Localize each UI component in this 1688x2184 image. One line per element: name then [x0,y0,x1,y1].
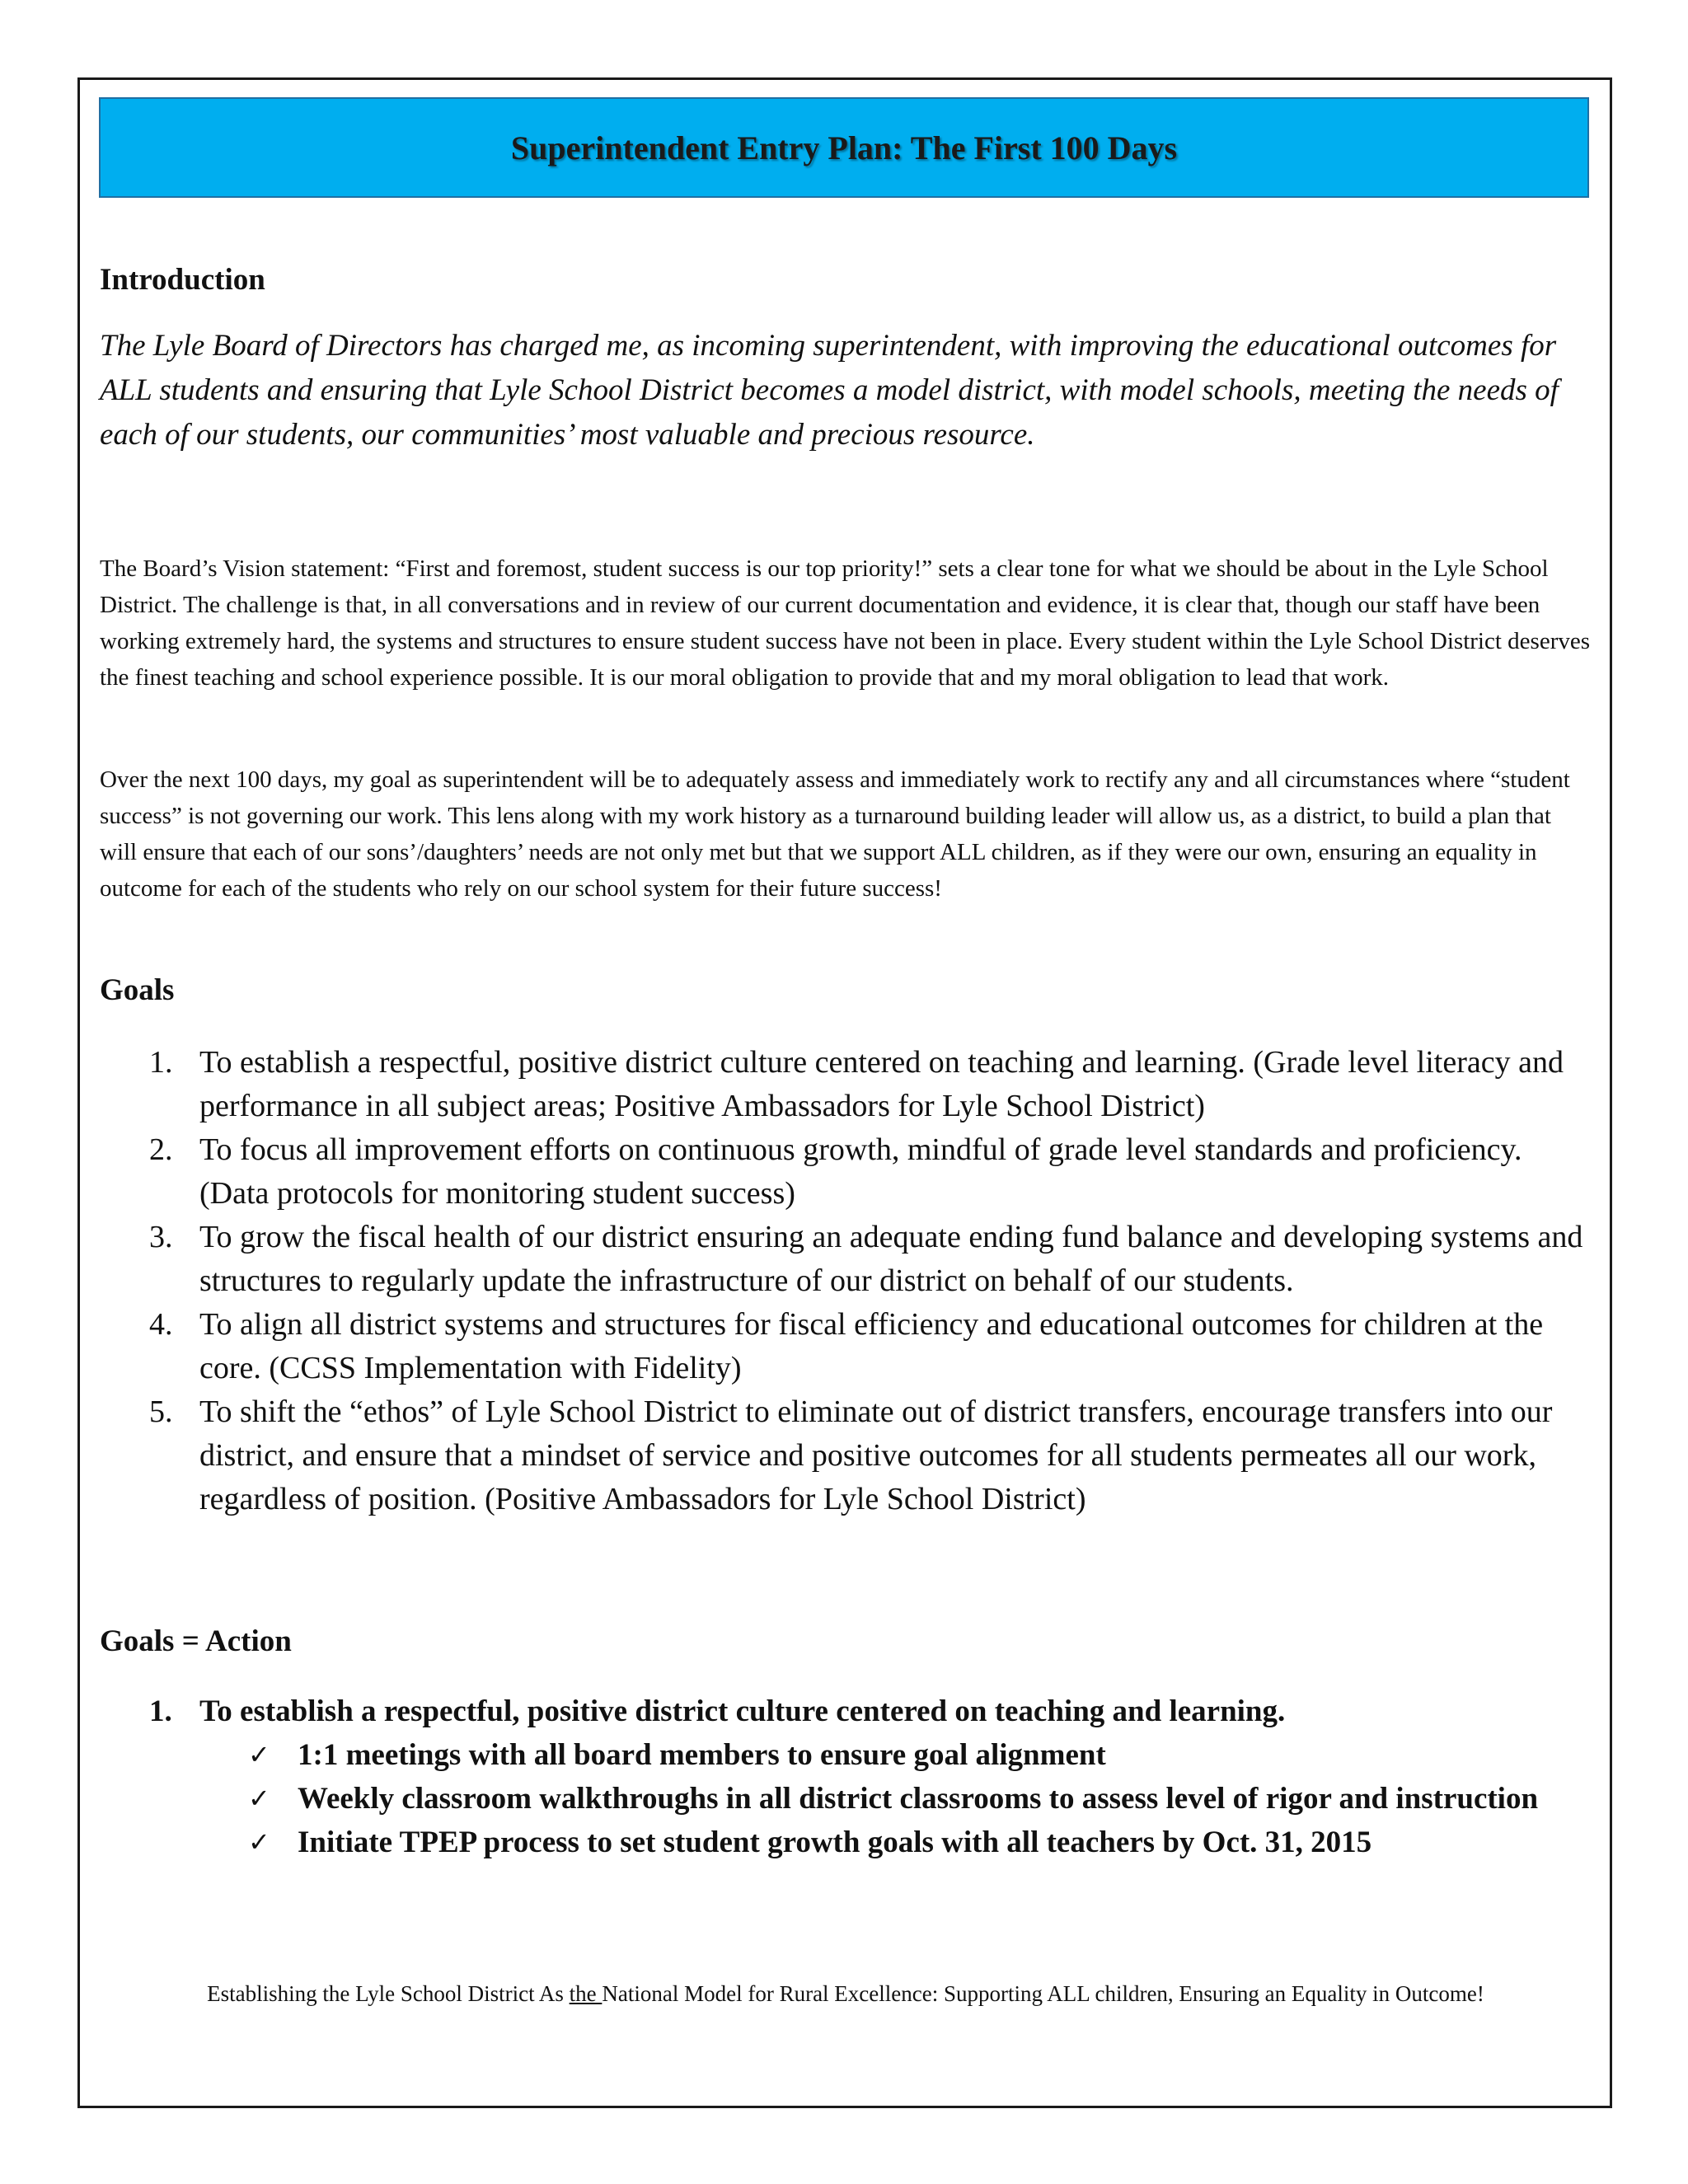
footer-tagline [100,1981,1592,2007]
goals-action-heading: Goals = Action [100,1624,292,1658]
goal-item [100,1128,1592,1216]
introduction-heading: Introduction [100,263,265,297]
action-checklist [100,1733,1592,1864]
action-goal-item [100,1690,1592,1733]
goal-text: To align all district systems and structures for fiscal efficiency and educational outcomes for children at the core. (CCSS Implementation with Fidelity) [199,1307,1544,1385]
goals-action-list [100,1690,1592,1864]
goals-list-container [100,1041,1592,1521]
checkmark-icon: ✓ [248,1783,270,1814]
action-goal-number: 1. [149,1694,172,1728]
footer-underlined-word: the [569,1981,603,2006]
paragraph-next-100-days: Over the next 100 days, my goal as superintendent will be to adequately assess and immediately work to rectify any and all circumstances where “student success” is not governing our work. This lens along with my work history as a turnaround building leader will allow us, as a district, to build a plan that will ensure that each of our sons’/daughters’ needs are not only met but that we support ALL children, as if they were our own, ensuring an equality in outcome for each of the students who rely on our school system for their future success! [100,766,1570,902]
goal-item [100,1303,1592,1390]
goal-item [100,1216,1592,1303]
checklist-item-text: Initiate TPEP process to set student growth goals with all teachers by Oct. 31, 2015 [298,1825,1372,1859]
goal-item [100,1390,1592,1521]
checklist-item-text: Weekly classroom walkthroughs in all district classrooms to assess level of rigor and instruction [298,1782,1539,1816]
action-goal-text: To establish a respectful, positive district culture centered on teaching and learning. [199,1694,1286,1728]
next-100-days-paragraph [100,762,1592,907]
footer-text-before: Establishing the Lyle School District As [207,1981,570,2006]
footer-text-after: National Model for Rural Excellence: Supporting ALL children, Ensuring an Equality in Outcome! [602,1981,1484,2006]
goal-number: 1. [149,1045,173,1080]
goal-number: 5. [149,1394,173,1429]
goals-section [100,972,1592,1008]
page-title: Superintendent Entry Plan: The First 100 Days [510,129,1178,166]
goal-text: To focus all improvement efforts on continuous growth, mindful of grade level standards and proficiency. (Data protocols for monitoring student success) [199,1132,1522,1211]
title-banner [99,97,1589,198]
goal-item [100,1041,1592,1128]
goals-heading: Goals [100,973,175,1007]
checkmark-icon: ✓ [248,1826,270,1858]
goal-text: To establish a respectful, positive district culture centered on teaching and learning. (Grade level literacy and performance in all subject areas; Positive Ambassadors for Lyle School District) [199,1045,1564,1123]
goals-action-section [100,1624,1592,1659]
vision-paragraph [100,551,1592,696]
paragraph-vision: The Board’s Vision statement: “First and foremost, student success is our top priority!” sets a clear tone for what we should be about in the Lyle School District. The challenge is that, in all conversations and in review of our current documentation and evidence, it is clear that, though our staff have been working extremely hard, the systems and structures to ensure student success have not been in place. Every student within the Lyle School District deserves the finest teaching and school experience possible. It is our moral obligation to provide that and my moral obligation to lead that work. [100,555,1591,691]
goal-number: 3. [149,1220,173,1254]
goal-number: 2. [149,1132,173,1167]
goal-text: To grow the fiscal health of our district ensuring an adequate ending fund balance and developing systems and structures to regularly update the infrastructure of our district on behalf of our students. [199,1220,1583,1298]
checklist-item [100,1733,1592,1777]
checklist-item [100,1777,1592,1821]
introduction-body [100,324,1592,457]
introduction-section [100,262,1592,298]
goal-text: To shift the “ethos” of Lyle School District to eliminate out of district transfers, encourage transfers into our district, and ensure that a mindset of service and positive outcomes for all students permeates all our work, regardless of position. (Positive Ambassadors for Lyle School District) [199,1394,1553,1516]
checklist-item-text: 1:1 meetings with all board members to ensure goal alignment [298,1738,1106,1772]
introduction-italic-text: The Lyle Board of Directors has charged me, as incoming superintendent, with improving the educational outcomes for ALL students and ensuring that Lyle School District becomes a model district, with model schools, meeting the needs of each of our students, our communities’ most valuable and precious resource. [100,329,1559,452]
checklist-item [100,1821,1592,1864]
goals-list [100,1041,1592,1521]
goal-number: 4. [149,1307,173,1342]
checkmark-icon: ✓ [248,1739,270,1770]
